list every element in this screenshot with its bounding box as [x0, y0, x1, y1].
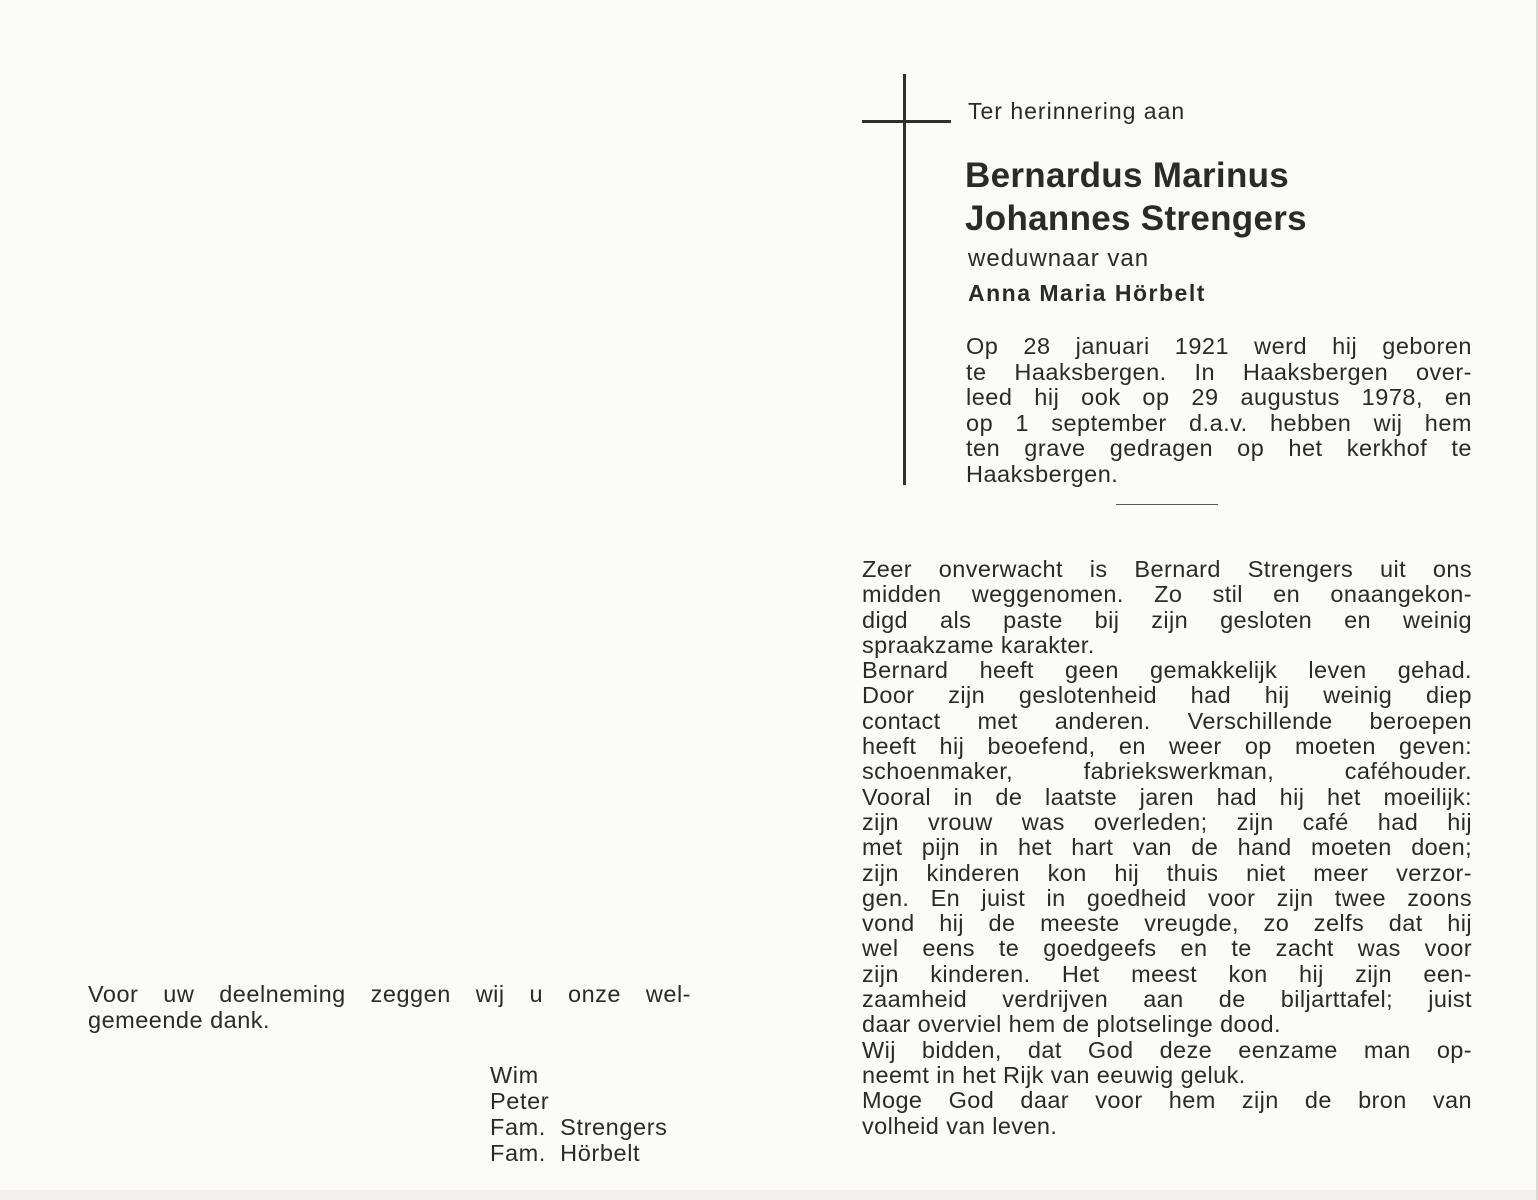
eulogy-line: Vooral in de laatste jaren had hij het moeilijk: [862, 783, 1472, 810]
eulogy-line: zijn kinderen kon hij thuis niet meer verzor- [862, 859, 1472, 886]
thanks-message [88, 982, 691, 1033]
signatories [490, 1062, 667, 1166]
eulogy-line: vond hij de meeste vreugde, zo zelfs dat hij [862, 910, 1472, 937]
biography-line: leed hij ook op 29 augustus 1978, en [966, 384, 1472, 410]
eulogy-line: Wij bidden, dat God deze eenzame man op- [862, 1036, 1472, 1063]
deceased-name [965, 154, 1307, 240]
biography-line: te Haaksbergen. In Haaksbergen over- [966, 358, 1472, 385]
thanks-line: gemeende dank. [88, 1006, 271, 1033]
eulogy-line: zijn vrouw was overleden; zijn café had hij [862, 808, 1472, 835]
eulogy-text [862, 557, 1472, 1139]
thanks-line: Voor uw deelneming zeggen wij u onze wel- [88, 981, 691, 1007]
eulogy-line: schoenmaker, fabriekswerkman, caféhouder. [862, 758, 1472, 785]
card-bottom-edge [0, 1190, 1538, 1200]
eulogy-line: wel eens te goedgeefs en te zacht was voor [862, 935, 1472, 962]
eulogy-line: Moge God daar voor hem zijn de bron van [862, 1087, 1472, 1114]
eulogy-line: Door zijn geslotenheid had hij weinig diep [862, 682, 1472, 709]
eulogy-line: gen. En juist in goedheid voor zijn twee zoons [862, 884, 1472, 911]
eulogy-line: Bernard heeft geen gemakkelijk leven gehad. [862, 657, 1472, 684]
biography-paragraph [966, 334, 1472, 487]
signatory: Wim [490, 1062, 539, 1088]
widower-label: weduwnaar van [968, 245, 1150, 272]
deceased-name-line-1: Bernardus Marinus [965, 156, 1290, 195]
cross-icon-vertical [903, 74, 906, 485]
eulogy-line: zijn kinderen. Het meest kon hij zijn een- [862, 960, 1472, 987]
section-separator [1116, 504, 1218, 505]
eulogy-line: heeft hij beoefend, en weer op moeten geven: [862, 733, 1472, 760]
eulogy-line: neemt in het Rijk van eeuwig geluk. [862, 1061, 1246, 1088]
eulogy-line: volheid van leven. [862, 1112, 1058, 1139]
biography-line: ten grave gedragen op het kerkhof te [966, 435, 1472, 461]
signatory: Fam. Hörbelt [490, 1140, 641, 1166]
deceased-name-line-2: Johannes Strengers [965, 199, 1307, 238]
biography-line: Haaksbergen. [966, 460, 1119, 487]
cross-icon-horizontal [862, 120, 951, 123]
signatory: Peter [490, 1088, 550, 1114]
eulogy-line: contact met anderen. Verschillende beroepen [862, 707, 1472, 734]
signatory: Fam. Strengers [490, 1114, 668, 1140]
eulogy-line: spraakzame karakter. [862, 631, 1095, 658]
biography-line: op 1 september d.a.v. hebben wij hem [966, 409, 1472, 436]
eulogy-line: Zeer onverwacht is Bernard Strengers uit ons [862, 556, 1472, 582]
eulogy-line: daar overviel hem de plotselinge dood. [862, 1011, 1281, 1038]
eulogy-line: midden weggenomen. Zo stil en onaangekon- [862, 581, 1472, 608]
memorial-intro: Ter herinnering aan [968, 98, 1186, 124]
eulogy-line: digd als paste bij zijn gesloten en weinig [862, 606, 1472, 633]
eulogy-line: zaamheid verdrijven aan de biljarttafel; juist [862, 986, 1472, 1013]
eulogy-line: met pijn in het hart van de hand moeten doen; [862, 834, 1472, 861]
biography-line: Op 28 januari 1921 werd hij geboren [966, 333, 1472, 359]
spouse-name: Anna Maria Hörbelt [968, 280, 1206, 306]
